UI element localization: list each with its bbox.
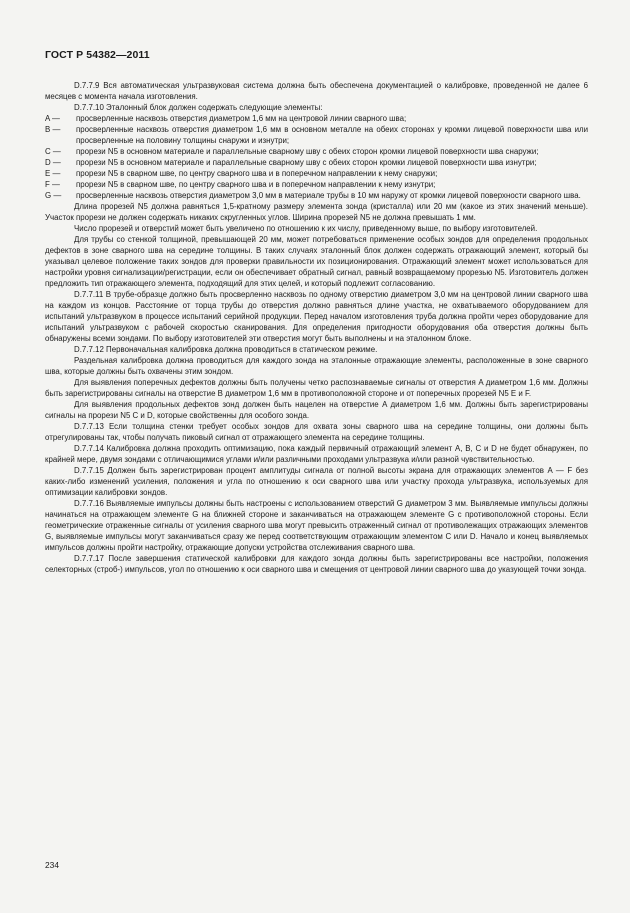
list-item bbox=[45, 168, 588, 179]
paragraph: D.7.7.14 Калибровка должна проходить оптимизацию, пока каждый первичный отражающий элемент A, B, C и D не будет обнаружен, по крайней мере, двумя зондами с отличающимися углами и/или различными проходами ультразвука и/или разной чувствительностью. bbox=[45, 444, 588, 464]
page-number: 234 bbox=[45, 860, 59, 870]
list-item-marker: C — bbox=[45, 147, 61, 156]
list-item bbox=[45, 124, 588, 146]
list-item-marker: E — bbox=[45, 169, 61, 178]
paragraph: D.7.7.15 Должен быть зарегистрирован процент амплитуды сигнала от полной высоты экрана для отражающих элементов A — F без каких-либо изменений усиления, положения и угла по отношению к оси сварного шва или участку прохода ультразвука, используемых для оптимизации калибровки зондов. bbox=[45, 466, 588, 497]
paragraph: D.7.7.12 Первоначальная калибровка должна проводиться в статическом режиме. bbox=[74, 345, 378, 354]
paragraph: Для выявления поперечных дефектов должны быть получены четко распознаваемые сигналы от отверстия A диаметром 1,6 мм. Должны быть зарегистрированы сигналы на отверстие B диаметром 1,6 мм в противоположной стороне и от поперечных прорезей N5 E и F. bbox=[45, 378, 588, 398]
list-item-text: просверленные насквозь отверстия диаметром 3,0 мм в материале трубы в 10 мм наружу от кромки лицевой поверхности сварного шва. bbox=[76, 191, 581, 200]
paragraph: D.7.7.11 В трубе-образце должно быть просверленно насквозь по одному отверстию диаметром 3,0 мм на центровой линии сварного шва на каждом из концов. Расстояние от торца трубы до отверстия должно равняться длине участка, не охватываемого оборудованием для испытаний ультразвуком в процессе испытаний серийной продукции. Перед началом изготовления труба должна пройти через оборудование для испытаний ультразвуком с рабочей скоростью сканирования. Для определения пригодности оборудования оба отверстия должны быть обнаружены всеми зондами. По выбору изготовителей эти отверстия могут быть выполнены и на эталонном блоке. bbox=[45, 290, 588, 343]
list-item-text: просверленные насквозь отверстия диаметром 1,6 мм на центровой линии сварного шва; bbox=[76, 114, 407, 123]
paragraph: D.7.7.17 После завершения статической калибровки для каждого зонда должны быть зарегистрированы все настройки, положения селекторных (строб-) импульсов, угол по отношению к оси сварного шва и смещения от центровой линии сварного шва до указующей точки зонда. bbox=[45, 554, 588, 574]
paragraph: D.7.7.13 Если толщина стенки требует особых зондов для охвата зоны сварного шва на середине толщины, они должны быть отрегулированы так, чтобы получать пиковый сигнал от отражающего элемента на середине толщины. bbox=[45, 422, 588, 442]
paragraph: Раздельная калибровка должна проводиться для каждого зонда на эталонные отражающие элементы, расположенные в зоне сварного шва, которые должны быть охвачены этим зондом. bbox=[45, 356, 588, 376]
list-item-text: прорези N5 в основном материале и параллельные сварному шву с обеих сторон кромки лицевой поверхности шва изнутри; bbox=[76, 158, 537, 167]
list-item bbox=[45, 190, 588, 201]
list-item-text: прорези N5 в сварном шве, по центру сварного шва и в поперечном направлении к нему снаружи; bbox=[76, 169, 438, 178]
list-item bbox=[45, 157, 588, 168]
list-item-text: просверленные насквозь отверстия диаметром 1,6 мм в основном металле на обеих сторонах у кромки лицевой поверхности шва или просверленные на половину толщины снаружи и изнутри; bbox=[76, 125, 588, 145]
list-item bbox=[45, 113, 588, 124]
list-item-marker: G — bbox=[45, 191, 62, 200]
list-item-text: прорези N5 в основном материале и параллельные сварному шву с обеих сторон кромки лицевой поверхности шва снаружи; bbox=[76, 147, 539, 156]
list-item-marker: B — bbox=[45, 125, 61, 134]
paragraph: D.7.7.9 Вся автоматическая ультразвуковая система должна быть обеспечена документацией о калибровке, проведенной не далее 6 месяцев с момента начала изготовления. bbox=[45, 81, 588, 101]
paragraph: Длина прорезей N5 должна равняться 1,5-кратному размеру элемента зонда (кристалла) или 20 мм (какое из этих значений меньше). Участок прорези не должен содержать никаких скругленных углов. Ширина прорезей N5 не должна превышать 1 мм. bbox=[45, 202, 588, 222]
list-item bbox=[45, 146, 588, 157]
paragraph: Для выявления продольных дефектов зонд должен быть нацелен на отверстие A диаметром 1,6 мм. Должны быть зарегистрированы сигналы на прорези N5 C и D, которые свойственны для особого зонда. bbox=[45, 400, 588, 420]
paragraph: Для трубы со стенкой толщиной, превышающей 20 мм, может потребоваться применение особых зондов для определения продольных дефектов в зоне сварного шва на середине толщины. В таких случаях эталонный блок должен содержать отражающий элемент, который бы указывал целевое положение таких зондов для проверки правильности их позиционирования. Отражающий элемент может использоваться для настройки уровня сигнализации/регистрации, если он обеспечивает обратный сигнал, равный возвращаемому прорезью N5. Изготовитель должен предложить тип отражающего элемента, подходящий для этих целей, и который подлежит согласованию. bbox=[45, 235, 588, 288]
paragraph: D.7.7.16 Выявляемые импульсы должны быть настроены с использованием отверстий G диаметром 3 мм. Выявляемые импульсы должны начинаться на отражающем элементе G на ближней стороне и заканчиваться на отражающем элементе G с противоположной стороны. Если геометрические отраженные сигналы от усиления сварного шва могут превысить отраженный сигнал от противолежащих отражающих элементов G, выявляемые импульсы могут заканчиваться сразу же перед соответствующим отражающим элементом C или D. Начало и конец выявляемых импульсов должны пройти настройку, отражающие допуски устройства отслеживания сварного шва. bbox=[45, 499, 588, 552]
document-header: ГОСТ Р 54382—2011 bbox=[45, 49, 150, 61]
list-item-marker: D — bbox=[45, 158, 61, 167]
list-item bbox=[45, 179, 588, 190]
list-item-text: прорези N5 в сварном шве, по центру сварного шва и в поперечном направлении к нему изнутри; bbox=[76, 180, 436, 189]
document-body bbox=[45, 80, 588, 575]
paragraph: Число прорезей и отверстий может быть увеличено по отношению к их числу, приведенному выше, по выбору изготовителей. bbox=[74, 224, 538, 233]
list-item-marker: F — bbox=[45, 180, 60, 189]
list-item-marker: A — bbox=[45, 114, 60, 123]
paragraph: D.7.7.10 Эталонный блок должен содержать следующие элементы: bbox=[74, 103, 323, 112]
